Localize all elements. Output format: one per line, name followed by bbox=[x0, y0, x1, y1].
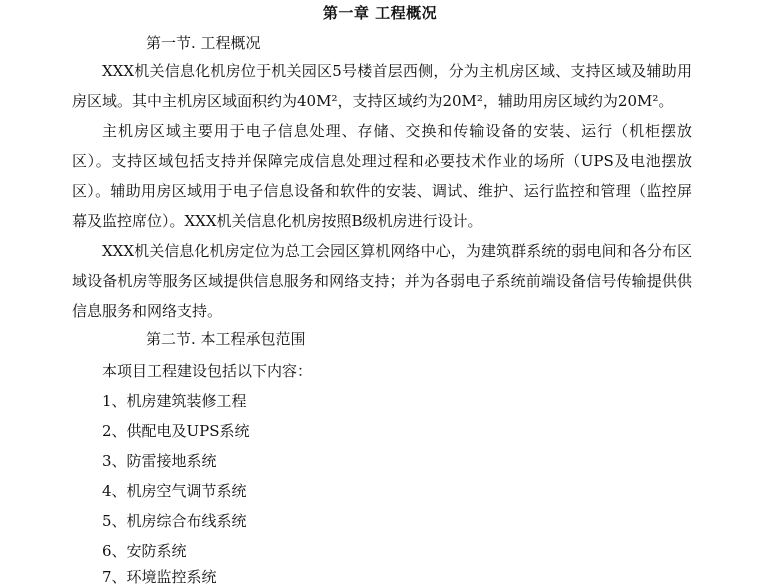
list-item: 7、环境监控系统 bbox=[102, 568, 217, 586]
section-title-overview: 第一节. 工程概况 bbox=[146, 34, 261, 52]
paragraph-positioning: XXX机关信息化机房定位为总工会园区算机网络中心，为建筑群系统的弱电间和各分布区域设备机房等服务区域提供信息服务和网络支持；并为各弱电子系统前端设备信号传输提供供信息服务和网络支持。 bbox=[72, 242, 692, 320]
list-item: 4、机房空气调节系统 bbox=[102, 482, 247, 500]
list-item: 3、防雷接地系统 bbox=[102, 452, 217, 470]
paragraph-areas: 主机房区域主要用于电子信息处理、存储、交换和传输设备的安装、运行（机柜摆放区）。支持区域包括支持并保障完成信息处理过程和必要技术作业的场所（UPS及电池摆放区）。辅助用房区域用于电子信息设备和软件的安装、调试、维护、运行监控和管理（监控屏幕及监控席位）。XXX机关信息化机房按照B级机房进行设计。 bbox=[72, 122, 692, 230]
list-item: 6、安防系统 bbox=[102, 542, 187, 560]
section-title-scope: 第二节. 本工程承包范围 bbox=[146, 330, 306, 348]
list-item: 5、机房综合布线系统 bbox=[102, 512, 247, 530]
paragraph-location: XXX机关信息化机房位于机关园区5号楼首层西侧，分为主机房区域、支持区域及辅助用房区域。其中主机房区域面积约为40M²，支持区域约为20M²，辅助用房区域约为20M²。 bbox=[72, 62, 692, 110]
chapter-title: 第一章 工程概况 bbox=[322, 4, 438, 22]
list-item: 1、机房建筑装修工程 bbox=[102, 392, 247, 410]
list-item: 2、供配电及UPS系统 bbox=[102, 422, 250, 440]
scope-intro: 本项目工程建设包括以下内容： bbox=[102, 362, 313, 380]
